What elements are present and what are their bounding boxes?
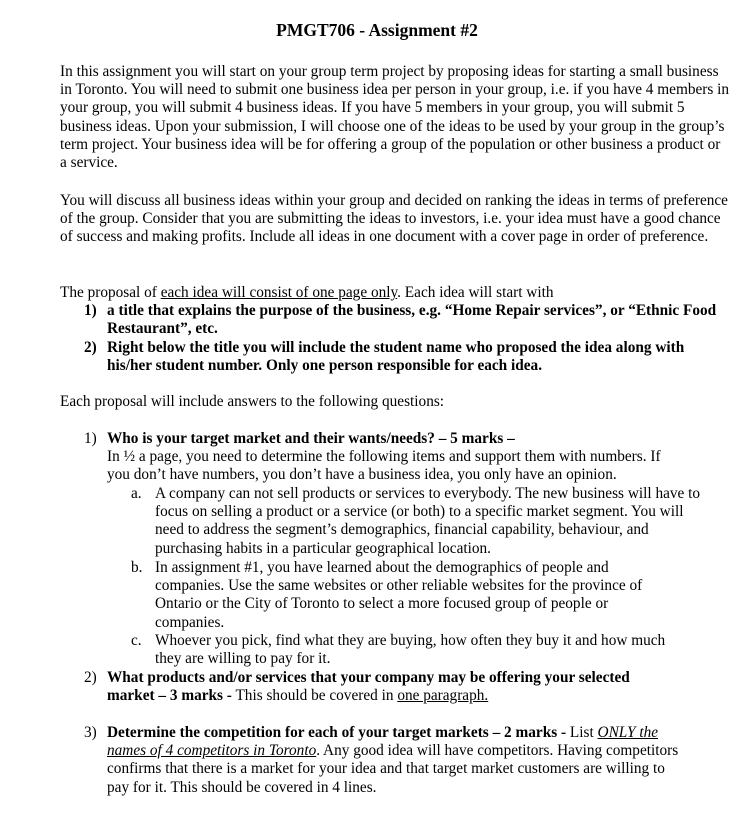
proposal-lead-before: The proposal of bbox=[60, 284, 161, 301]
question-1-heading: Who is your target market and their wants/needs? – 5 marks – bbox=[107, 430, 515, 447]
subitem-b-letter: b. bbox=[131, 559, 143, 576]
question-2-number: 2) bbox=[84, 669, 97, 686]
document-title: PMGT706 - Assignment #2 bbox=[276, 20, 478, 40]
questions-intro: Each proposal will include answers to the following questions: bbox=[60, 393, 445, 410]
question-3-body-b: . Any good idea will have competitors. Having competitors confirms that there is a market for your idea and that target market customers are willing to pay for it. This should be covered in 4 lines. bbox=[107, 742, 679, 796]
proposal-item-2-number: 2) bbox=[84, 339, 97, 356]
proposal-lead bbox=[60, 284, 730, 302]
proposal-lead-after: . Each idea will start with bbox=[397, 284, 554, 301]
proposal-item-1-text: a title that explains the purpose of the business, e.g. “Home Repair services”, or “Ethnic Food Restaurant”, etc. bbox=[107, 302, 717, 338]
proposal-item-2-text: Right below the title you will include the student name who proposed the idea along with his/her student number. Only one person responsible for each idea. bbox=[107, 339, 685, 375]
subitem-c-text: Whoever you pick, find what they are buying, how often they buy it and how much they are willing to pay for it. bbox=[155, 632, 666, 668]
question-1-body: In ½ a page, you need to determine the following items and support them with numbers. If you don’t have numbers, you don’t have a business idea, you only have an opinion. bbox=[107, 448, 661, 484]
question-3-heading: Determine the competition for each of your target markets – 2 marks - bbox=[107, 724, 567, 741]
question-2-underlined: one paragraph. bbox=[397, 687, 489, 705]
subitem-b-text: In assignment #1, you have learned about the demographics of people and companies. Use the same websites or other reliable websites for the province of Ontario or the City of Toronto to select a more focused group of people or companies. bbox=[155, 559, 643, 631]
intro-paragraph: In this assignment you will start on your group term project by proposing ideas for starting a small business in Toronto. You will need to submit one business idea per person in your group, i.e. if you have 4 members in your group, you will submit 4 business ideas. If you have 5 members in your group, you will submit 5 business ideas. Upon your submission, I will choose one of the ideas to be used by your group in the group’s term project. Your business idea will be for offering a group of the population or other business a product or a service. bbox=[60, 63, 730, 172]
proposal-lead-underlined: each idea will consist of one page only bbox=[160, 284, 398, 301]
ranking-paragraph: You will discuss all business ideas within your group and decided on ranking the ideas in terms of preference of the group. Consider that you are submitting the ideas to investors, i.e. your idea must have a good chance of success and making profits. Include all ideas in one document with a cover page in order of preference. bbox=[60, 192, 728, 246]
question-3-number: 3) bbox=[84, 724, 97, 741]
question-2-heading: What products and/or services that your company may be offering your selected market – 3 marks - bbox=[107, 669, 630, 705]
question-3-body-a: List bbox=[566, 724, 598, 741]
question-2-body: This should be covered in bbox=[231, 687, 398, 705]
subitem-c-letter: c. bbox=[131, 632, 142, 649]
subitem-a-letter: a. bbox=[131, 485, 142, 502]
question-2-text bbox=[107, 669, 667, 705]
subitem-a-text: A company can not sell products or services to everybody. The new business will have to focus on selling a product or a service (or both) to a specific market segment. You will need to address the segment’s demographics, financial capability, behaviour, and purchasing habits in a particular geographical location. bbox=[155, 485, 701, 557]
question-3-text bbox=[107, 724, 687, 797]
proposal-item-1-number: 1) bbox=[84, 302, 97, 319]
question-1-number: 1) bbox=[84, 430, 97, 447]
question-3-underlined: ONLY the names of 4 competitors in Toronto bbox=[107, 724, 659, 760]
